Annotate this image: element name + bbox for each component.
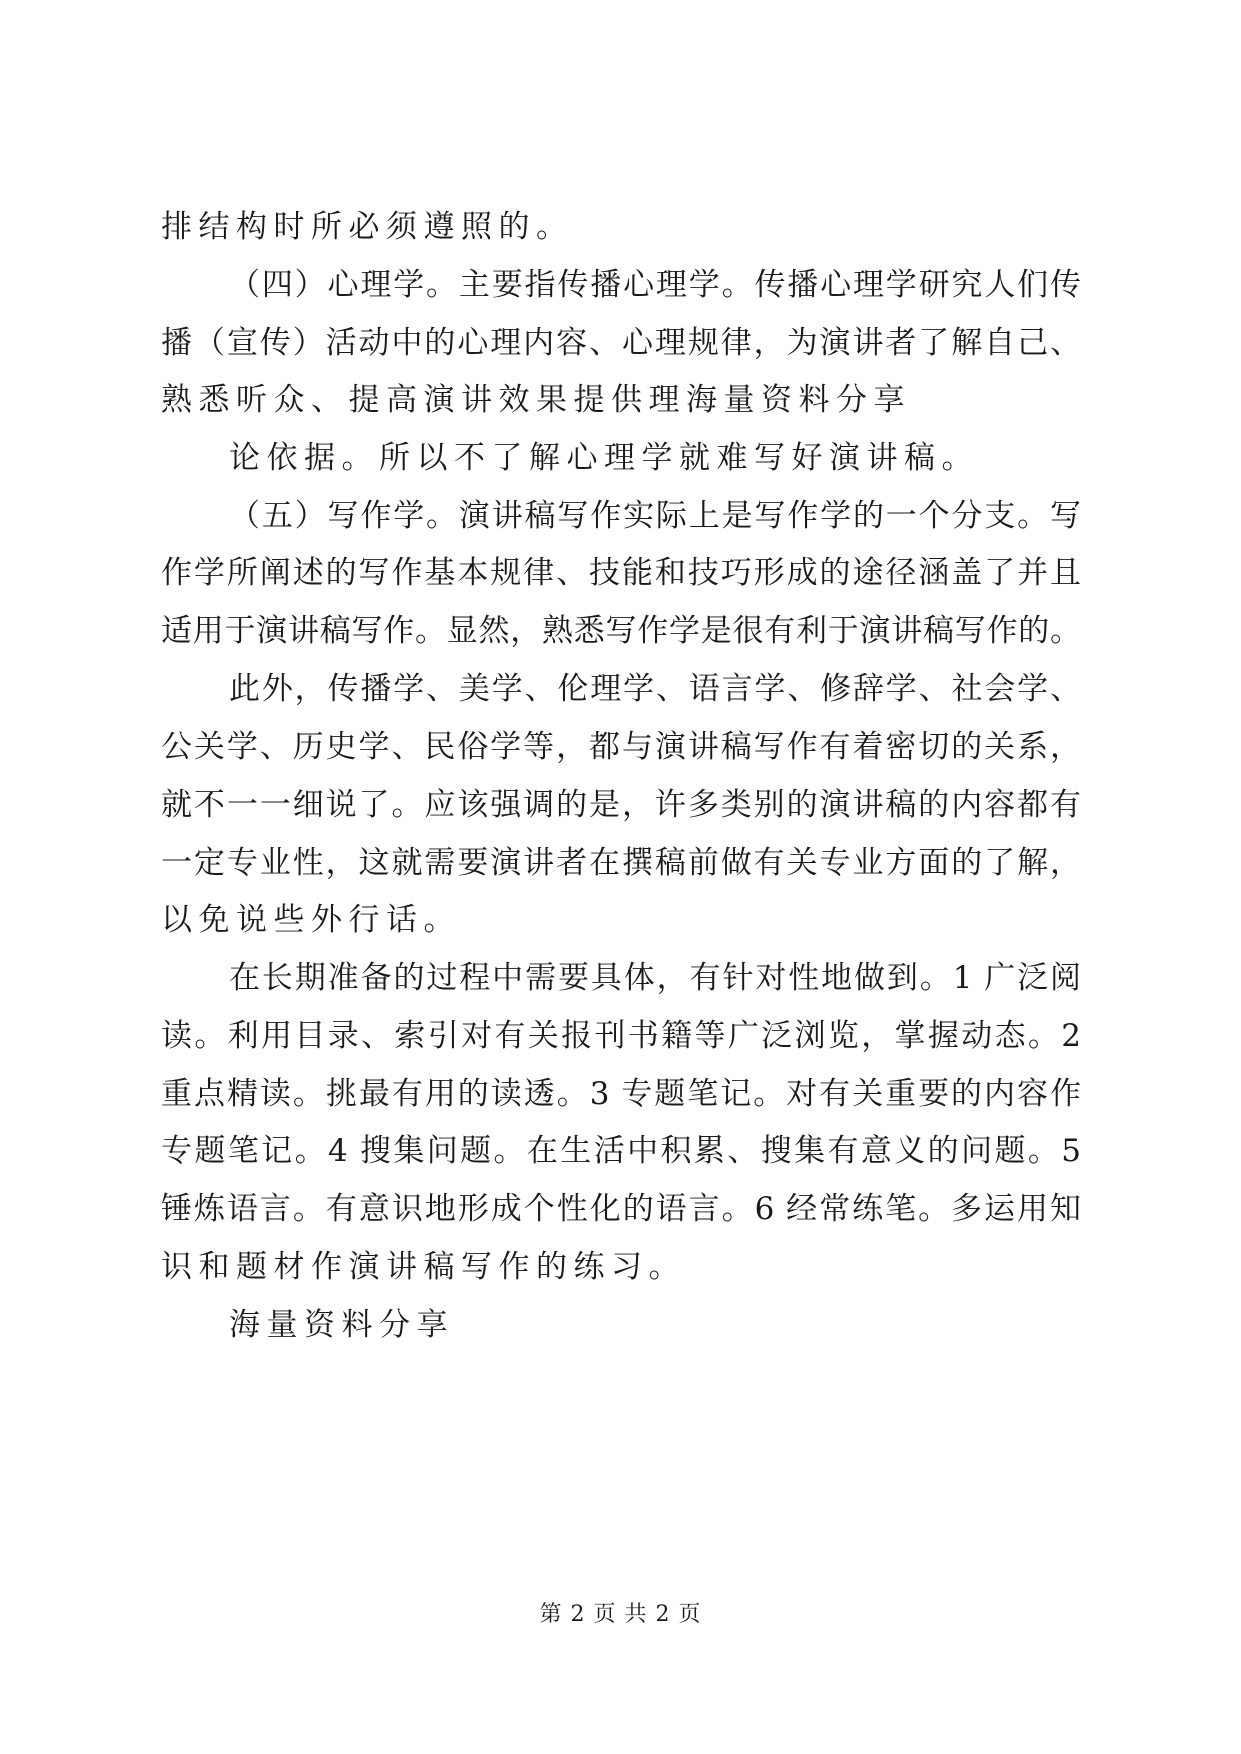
- body-line-18: 锤炼语言。有意识地形成个性化的语言。6 经常练笔。多运用知: [161, 1191, 1081, 1227]
- body-line-4: 熟悉听众、提高演讲效果提供理海量资料分享: [161, 382, 911, 418]
- body-line-12: 一定专业性，这就需要演讲者在撰稿前做有关专业方面的了解，: [161, 845, 1081, 881]
- body-line-14: 在长期准备的过程中需要具体，有针对性地做到。1 广泛阅: [229, 960, 1081, 996]
- page-number-footer: 第 2 页 共 2 页: [539, 1602, 702, 1627]
- body-line-17: 专题笔记。4 搜集问题。在生活中积累、搜集有意义的问题。5: [161, 1133, 1081, 1169]
- body-line-7: 作学所阐述的写作基本规律、技能和技巧形成的途径涵盖了并且: [161, 555, 1081, 591]
- body-line-5: 论依据。所以不了解心理学就难写好演讲稿。: [229, 440, 979, 476]
- body-line-2: （四）心理学。主要指传播心理学。传播心理学研究人们传: [229, 267, 1081, 303]
- body-line-19: 识和题材作演讲稿写作的练习。: [161, 1249, 686, 1285]
- body-line-15: 读。利用目录、索引对有关报刊书籍等广泛浏览，掌握动态。2: [161, 1018, 1081, 1054]
- body-line-6: （五）写作学。演讲稿写作实际上是写作学的一个分支。写: [229, 498, 1081, 534]
- body-line-13: 以免说些外行话。: [161, 902, 461, 938]
- body-line-11: 就不一一细说了。应该强调的是，许多类别的演讲稿的内容都有: [161, 787, 1081, 823]
- body-line-16: 重点精读。挑最有用的读透。3 专题笔记。对有关重要的内容作: [161, 1076, 1081, 1112]
- body-line-10: 公关学、历史学、民俗学等，都与演讲稿写作有着密切的关系，: [161, 729, 1081, 765]
- body-line-20: 海量资料分享: [229, 1307, 454, 1343]
- body-line-3: 播（宣传）活动中的心理内容、心理规律，为演讲者了解自己、: [161, 325, 1081, 361]
- body-line-8: 适用于演讲稿写作。显然，熟悉写作学是很有利于演讲稿写作的。: [161, 613, 1081, 649]
- body-line-9: 此外，传播学、美学、伦理学、语言学、修辞学、社会学、: [229, 671, 1081, 707]
- body-line-1: 排结构时所必须遵照的。: [161, 209, 574, 245]
